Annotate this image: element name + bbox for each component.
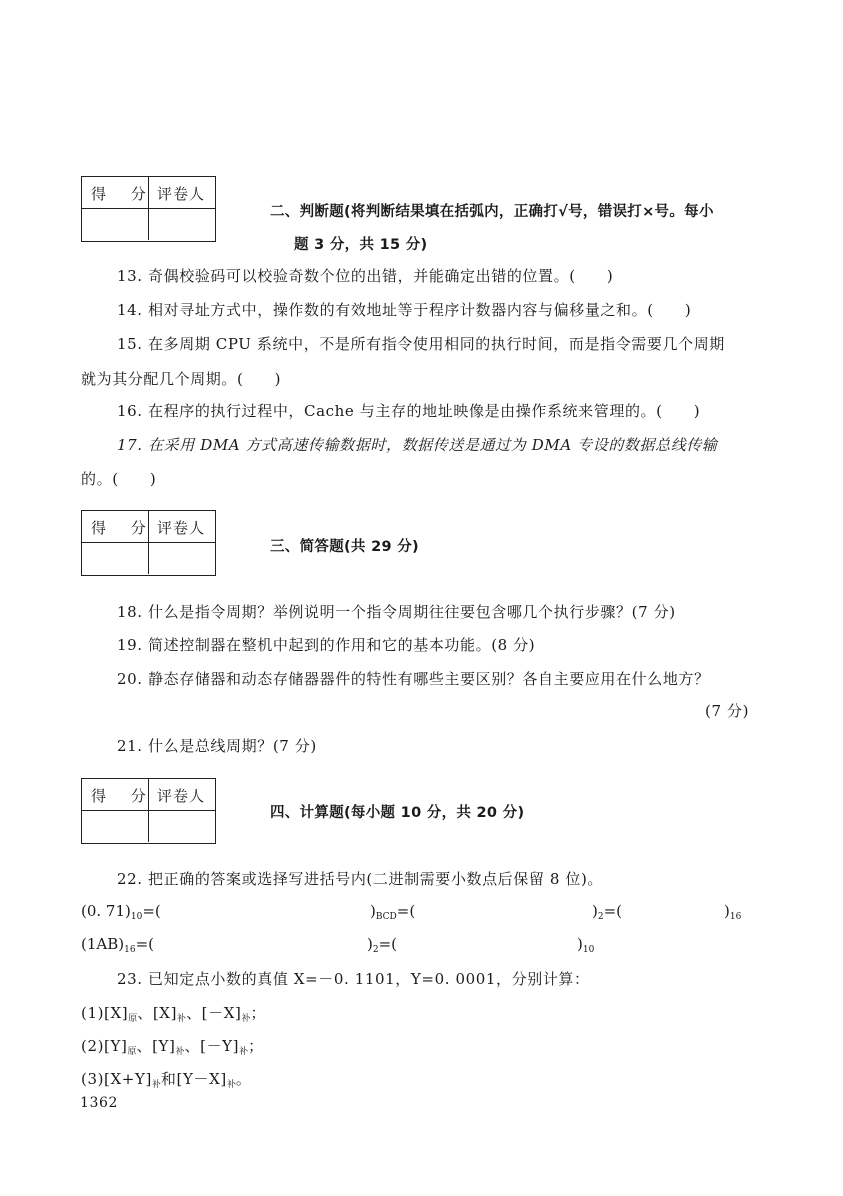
question-16: 16. 在程序的执行过程中，Cache 与主存的地址映像是由操作系统来管理的。( ) [117, 402, 701, 420]
grader-cell-blank [149, 209, 215, 240]
question-15-line2: 就为其分配几个周期。( ) [81, 370, 282, 388]
grader-cell-label: 评卷人 [149, 177, 215, 209]
page-number: 1362 [80, 1095, 119, 1111]
score-cell-blank [82, 811, 149, 842]
question-23: 23. 已知定点小数的真值 X=－0. 1101，Y=0. 0001，分别计算： [117, 970, 590, 988]
section-3-title: 三、简答题(共 29 分) [270, 539, 419, 555]
section-2-title-line2: 题 3 分，共 15 分) [294, 237, 428, 253]
score-cell-blank [82, 543, 149, 574]
question-13: 13. 奇偶校验码可以校验奇数个位的出错，并能确定出错的位置。( ) [117, 267, 614, 285]
question-15-line1: 15. 在多周期 CPU 系统中，不是所有指令使用相同的执行时间，而是指令需要几个周期 [117, 335, 725, 353]
q22-row2-bin: )$_2=$( [367, 935, 398, 955]
q22-row1-expr: (0. $71)_{10}=$( [81, 902, 161, 922]
score-box-section-4 [81, 778, 216, 844]
q22-row2-expr: $(1AB)_{16}=$( [81, 935, 154, 955]
score-cell-blank [82, 209, 149, 240]
q22-row2-dec: )$_{10}$ [577, 935, 595, 955]
score-cell-label: 得 分 [82, 177, 149, 209]
question-20-line2: (7 分) [705, 702, 750, 720]
q22-row1-hex: )$_{16}$ [724, 902, 742, 922]
question-17-line1: 17. 在采用 DMA 方式高速传输数据时，数据传送是通过为 DMA 专设的数据总线传输 [117, 436, 718, 454]
question-17-line2: 的。( ) [81, 470, 157, 488]
score-cell-label: 得 分 [82, 511, 149, 543]
question-20-line1: 20. 静态存储器和动态存储器器件的特性有哪些主要区别？各自主要应用在什么地方？ [117, 670, 710, 688]
grader-cell-blank [149, 543, 215, 574]
question-14: 14. 相对寻址方式中，操作数的有效地址等于程序计数器内容与偏移量之和。( ) [117, 301, 692, 319]
score-box-section-2 [81, 176, 216, 242]
question-23-part1: $(1)[X]_原$、$[X]_补$、$[-X]_补$； [81, 1004, 267, 1024]
question-22: 22. 把正确的答案或选择写进括号内(二进制需要小数点后保留 8 位)。 [117, 870, 604, 888]
score-box-section-3 [81, 510, 216, 576]
grader-cell-label: 评卷人 [149, 511, 215, 543]
section-2-title-line1: 二、判断题(将判断结果填在括弧内，正确打√号，错误打×号。每小 [270, 204, 714, 220]
grader-cell-blank [149, 811, 215, 842]
q22-row1-bin: )$_2=$( [592, 902, 623, 922]
question-18: 18. 什么是指令周期？举例说明一个指令周期往往要包含哪几个执行步骤？(7 分) [117, 603, 676, 621]
question-23-part2: $(2)[Y]_原$、$[Y]_补$、$[-Y]_补$； [81, 1037, 264, 1057]
grader-cell-label: 评卷人 [149, 779, 215, 811]
question-19: 19. 简述控制器在整机中起到的作用和它的基本功能。(8 分) [117, 636, 536, 654]
q22-row1-bcd: )$_{BCD}=$( [370, 902, 416, 922]
question-23-part3: $(3)[X+Y]_补$和$[Y-X]_补$。 [81, 1070, 252, 1090]
section-4-title: 四、计算题(每小题 10 分，共 20 分) [270, 805, 525, 821]
score-cell-label: 得 分 [82, 779, 149, 811]
question-21: 21. 什么是总线周期？(7 分) [117, 737, 317, 755]
